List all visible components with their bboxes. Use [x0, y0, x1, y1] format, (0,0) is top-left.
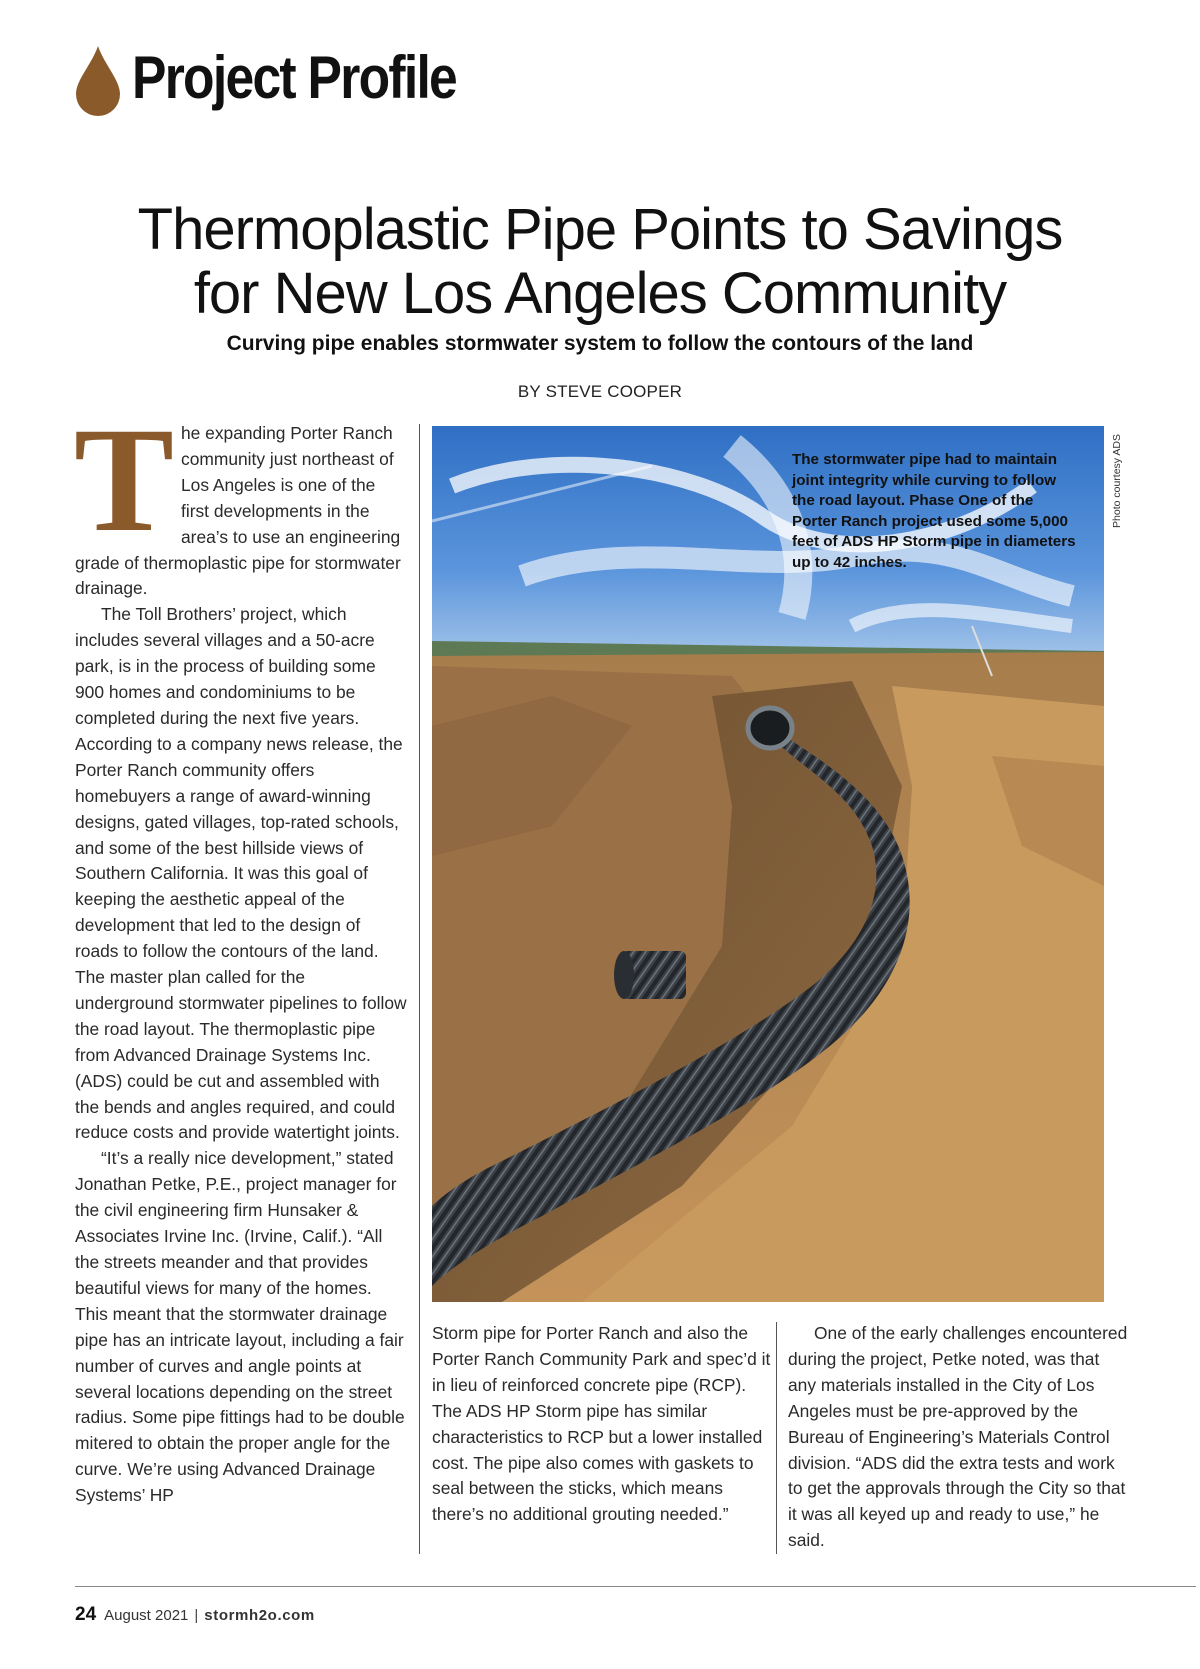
photo-credit-text: Photo courtesy ADS: [1111, 434, 1123, 528]
article-column-right: [788, 1321, 1128, 1554]
article-subhead: Curving pipe enables stormwater system to follow the contours of the land: [226, 332, 974, 355]
headline-line-1: Thermoplastic Pipe Points to Savings: [137, 197, 1063, 262]
section-header: [76, 46, 596, 122]
water-drop-icon: [76, 46, 120, 116]
footer-separator: |: [194, 1607, 199, 1624]
site-url: stormh2o.com: [204, 1607, 315, 1624]
column-divider: [776, 1322, 777, 1554]
body-paragraph: One of the early challenges encountered during the project, Petke noted, was that any materials installed in the City of Los Angeles must be pre-approved by the Bureau of Engineering’s Materials Control division. “ADS did the extra tests and work to get the approvals through the City so that it was all keyed up and ready to use,” he said.: [788, 1323, 1128, 1551]
column-divider: [419, 424, 420, 1554]
article-headline: [40, 198, 1160, 326]
footer-rule: [75, 1586, 1196, 1587]
photo-caption: The stormwater pipe had to maintain joint integrity while curving to follow the road layout. Phase One of the Porter Ranch project used some 5,000 feet of ADS HP Storm pipe in diameters up to 42 inches.: [792, 451, 1076, 571]
body-paragraph: he expanding Porter Ranch community just northeast of Los Angeles is one of the first developments in the area’s to use an engineering grade of thermoplastic pipe for stormwater drainage.: [75, 423, 401, 599]
body-paragraph: The Toll Brothers’ project, which includes several villages and a 50-acre park, is in the process of building some 900 homes and condominiums to be completed during the next five years. According to a company news release, the Porter Ranch community offers homebuyers a range of award-winning designs, gated villages, top-rated schools, and some of the best hillside views of Southern California. It was this goal of keeping the aesthetic appeal of the development that led to the design of roads to follow the contours of the land. The master plan called for the underground stormwater pipelines to follow the road layout. The thermoplastic pipe from Advanced Drainage Systems Inc. (ADS) could be cut and assembled with the bends and angles required, and could reduce costs and provide watertight joints.: [75, 604, 407, 1143]
article-column-left: [73, 397, 407, 1509]
issue-date: August 2021: [104, 1607, 189, 1624]
article-byline: BY STEVE COOPER: [517, 382, 683, 401]
headline-line-2: for New Los Angeles Community: [193, 261, 1007, 326]
article-column-middle: [432, 1321, 772, 1528]
body-paragraph: “It’s a really nice development,” stated Jonathan Petke, P.E., project manager for the civil engineering firm Hunsaker & Associates Irvine Inc. (Irvine, Calif.). “All the streets meander and that provides beautiful views for many of the homes. This meant that the stormwater drainage pipe has an intricate layout, including a fair number of curves and angle points at several locations depending on the street radius. Some pipe fittings had to be double mitered to obtain the proper angle for the curve. We’re using Advanced Drainage Systems’ HP: [75, 1148, 405, 1506]
section-label: Project Profile: [132, 44, 457, 111]
body-paragraph: Storm pipe for Porter Ranch and also the Porter Ranch Community Park and spec’d it in lieu of reinforced concrete pipe (RCP). The ADS HP Storm pipe has similar characteristics to RCP but a lower installed cost. The pipe also comes with gaskets to seal between the sticks, which means there’s no additional grouting needed.”: [432, 1323, 771, 1525]
page-number: 24: [75, 1604, 97, 1625]
drop-cap: T: [73, 397, 175, 563]
photo-credit: [1110, 426, 1124, 536]
page-footer: [75, 1604, 315, 1626]
